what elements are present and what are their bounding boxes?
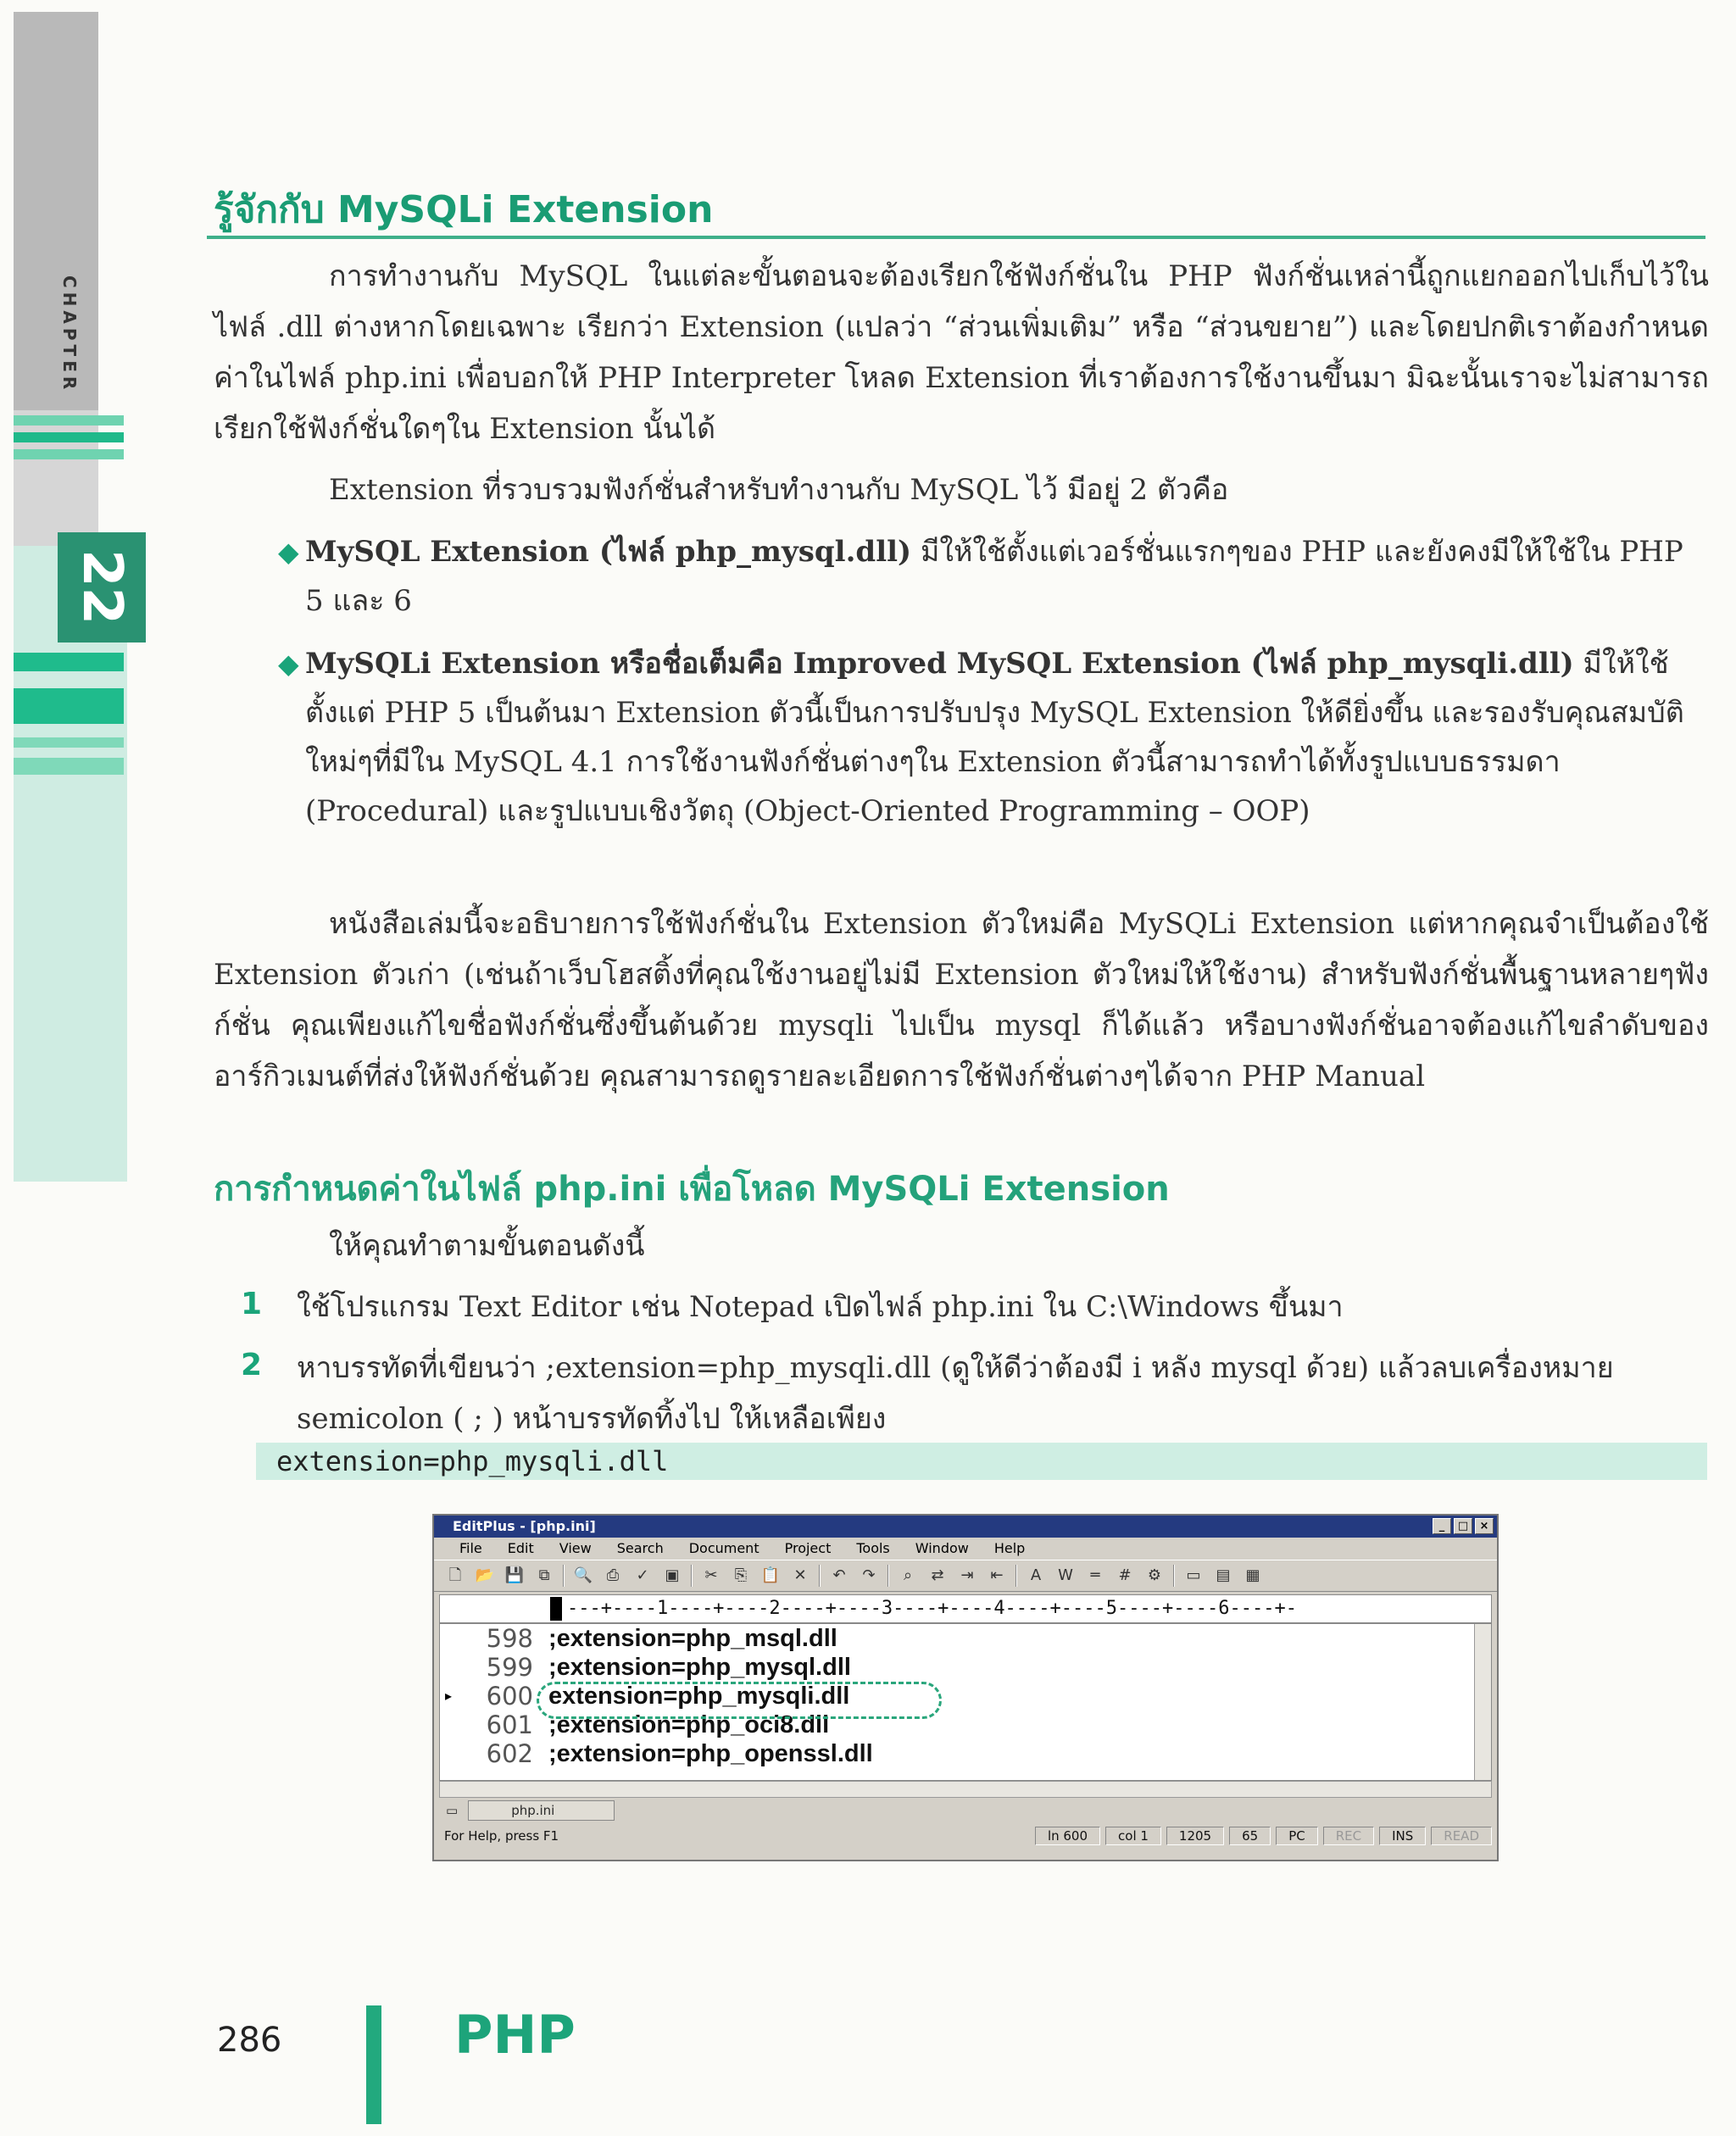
line-code: ;extension=php_oci8.dll <box>548 1711 830 1738</box>
chapter-label: CHAPTER <box>59 275 80 394</box>
bullet-icon: ◆ <box>278 648 299 680</box>
status-char-code: 65 <box>1229 1827 1271 1845</box>
goto-icon[interactable]: ⇥ <box>960 1566 974 1584</box>
line-number: 601 <box>486 1710 533 1739</box>
status-help: For Help, press F1 <box>444 1828 559 1844</box>
menu-project[interactable]: Project <box>784 1540 832 1556</box>
tab-label: php.ini <box>511 1803 555 1818</box>
step-text: ใช้โปรแกรม Text Editor เช่น Notepad เปิดไฟล์ php.ini ใน C:\Windows ขึ้นมา <box>297 1290 1344 1324</box>
status-read: READ <box>1431 1827 1492 1845</box>
chapter-bar <box>14 688 124 724</box>
chapter-bar <box>14 737 124 748</box>
preferences-icon[interactable]: ⚙ <box>1147 1566 1162 1584</box>
editplus-ruler <box>439 1594 1492 1623</box>
section-rule <box>207 236 1705 239</box>
highlight-annotation <box>537 1682 942 1719</box>
subsection-title: การกำหนดค่าในไฟล์ php.ini เพื่อโหลด MySQLi Extension <box>214 1170 1170 1209</box>
paragraph-3: หนังสือเล่มนี้จะอธิบายการใช้ฟังก์ชั่นใน Extension ตัวใหม่คือ MySQLi Extension แต่หากคุณจำเป็นต้องใช้ Extension ตัวเก่า (เช่นถ้าเว็บโฮสติ้งที่คุณใช้งานอยู่ไม่มี Extension ตัวใหม่ให้ใช้งาน) สำหรับฟังก์ชั่นพื้นฐานหลายๆฟังก์ชั่น คุณเพียงแก้ไขชื่อฟังก์ชั่นซึ่งขึ้นต้นด้วย mysqli ไปเป็น mysql ก็ได้แล้ว หรือบางฟังก์ชั่นอาจต้องแก้ไขลำดับของอาร์กิวเมนต์ที่ส่งให้ฟังก์ชั่นด้วย คุณสามารถดูรายละเอียดการใช้ฟังก์ชั่นต่างๆได้จาก PHP Manual <box>214 907 1709 1093</box>
output-icon[interactable]: ▦ <box>1245 1566 1260 1584</box>
directory-icon[interactable]: ▤ <box>1216 1566 1231 1584</box>
delete-icon[interactable]: ✕ <box>793 1566 807 1584</box>
status-line-count: 1205 <box>1166 1827 1224 1845</box>
tab-php-ini[interactable] <box>468 1800 615 1821</box>
bullet-text: มีให้ใช้ตั้งแต่ PHP 5 เป็นต้นมา Extension ตัวนี้เป็นการปรับปรุง MySQL Extension ให้ดียิ่งขึ้น และรองรับคุณสมบัติใหม่ๆที่มีใน MySQL 4.1 การใช้งานฟังก์ชั่นต่างๆใน Extension ตัวนี้สามารถทำได้ทั้งรูปแบบธรรมดา (Procedural) และรูปแบบเชิงวัตถุ (Object-Oriented Programming – OOP) <box>305 647 1684 828</box>
bullet-bold: MySQL Extension (ไฟล์ php_mysql.dll) <box>305 535 912 569</box>
bullet-mysql <box>278 527 1707 626</box>
step-number: 1 <box>241 1287 263 1321</box>
menu-document[interactable]: Document <box>688 1540 760 1556</box>
line-number: 598 <box>486 1624 533 1653</box>
redo-icon[interactable]: ↷ <box>862 1566 876 1584</box>
replace-icon[interactable]: ⇄ <box>931 1566 944 1584</box>
footer-divider <box>366 2005 381 2124</box>
bullet-text: มีให้ใช้ตั้งแต่เวอร์ชั่นแรกๆของ PHP และยังคงมีให้ใช้ใน PHP 5 และ 6 <box>305 535 1683 618</box>
line-code: ;extension=php_openssl.dll <box>548 1740 873 1767</box>
toolbar-separator <box>691 1565 693 1587</box>
chapter-bar <box>14 758 124 775</box>
paragraph-1: การทำงานกับ MySQL ในแต่ละขั้นตอนจะต้องเรียกใช้ฟังก์ชั่นใน PHP ฟังก์ชั่นเหล่านี้ถูกแยกออกไปเก็บไว้ในไฟล์ .dll ต่างหากโดยเฉพาะ เรียกว่า Extension (แปลว่า “ส่วนเพิ่มเติม” หรือ “ส่วนขยาย”) และโดยปกติเราต้องกำหนดค่าในไฟล์ php.ini เพื่อบอกให้ PHP Interpreter โหลด Extension ที่เราต้องการใช้งานขึ้นมา มิฉะนั้นเราจะไม่สามารถเรียกใช้ฟังก์ชั่นใดๆใน Extension นั้นได้ <box>214 259 1709 446</box>
menu-window[interactable]: Window <box>915 1540 969 1556</box>
page-number: 286 <box>217 2021 282 2060</box>
print-icon[interactable]: ⎙ <box>606 1566 620 1584</box>
section-title: รู้จักกับ MySQLi Extension <box>214 188 714 231</box>
maximize-icon[interactable]: □ <box>1454 1518 1472 1534</box>
folder-icon: ▭ <box>446 1803 459 1818</box>
menu-file[interactable]: File <box>459 1540 482 1556</box>
bullet-bold: MySQLi Extension หรือชื่อเต็มคือ Improved MySQL Extension (ไฟล์ php_mysqli.dll) <box>305 647 1574 681</box>
indent-icon[interactable]: ⇤ <box>990 1566 1004 1584</box>
bullet-mysqli <box>278 639 1707 836</box>
menu-search[interactable]: Search <box>616 1540 664 1556</box>
status-ins: INS <box>1379 1827 1426 1845</box>
steps-intro: ให้คุณทำตามขั้นตอนดังนี้ <box>329 1229 645 1263</box>
book-title: PHP <box>454 2004 576 2066</box>
editplus-screenshot <box>432 1514 1499 1861</box>
status-line: ln 600 <box>1035 1827 1100 1845</box>
editplus-toolbar <box>434 1560 1497 1592</box>
line-number: 600 <box>486 1682 533 1710</box>
window-controls <box>1433 1518 1494 1534</box>
editplus-menubar <box>434 1538 1497 1560</box>
ruler-cursor <box>550 1597 562 1621</box>
status-bar <box>434 1823 1497 1849</box>
document-tabs <box>434 1798 1497 1823</box>
line-code: ;extension=php_msql.dll <box>548 1625 837 1652</box>
menu-view[interactable]: View <box>559 1540 592 1556</box>
line-number: 602 <box>486 1739 533 1768</box>
editplus-titlebar <box>434 1516 1497 1538</box>
undo-icon[interactable]: ↶ <box>832 1566 846 1584</box>
chapter-stripe <box>14 415 124 426</box>
window-title: EditPlus - [php.ini] <box>453 1518 596 1534</box>
menu-help[interactable]: Help <box>993 1540 1026 1556</box>
editor-line <box>440 1624 1491 1653</box>
status-rec: REC <box>1323 1827 1374 1845</box>
chapter-tab-gray-light <box>14 410 98 546</box>
close-icon[interactable]: × <box>1475 1518 1494 1534</box>
paragraph-2: Extension ที่รวบรวมฟังก์ชั่นสำหรับทำงานกับ MySQL ไว้ มีอยู่ 2 ตัวคือ <box>329 473 1229 507</box>
line-number: 599 <box>486 1653 533 1682</box>
chapter-bar <box>14 653 124 671</box>
print-preview-icon[interactable]: 🔍 <box>573 1566 593 1584</box>
toolbar-separator <box>819 1565 821 1587</box>
step-number: 2 <box>241 1348 263 1382</box>
editor-line <box>440 1739 1491 1768</box>
line-code: extension=php_mysqli.dll <box>548 1683 850 1710</box>
spellcheck-icon[interactable]: ✓ <box>636 1566 649 1584</box>
ruler-icon[interactable]: ═ <box>1090 1566 1100 1584</box>
save-icon[interactable]: 💾 <box>504 1566 525 1584</box>
find-icon[interactable]: ⌕ <box>903 1566 913 1584</box>
cliptext-icon[interactable]: ▭ <box>1186 1566 1201 1584</box>
word-wrap-icon[interactable]: W <box>1058 1566 1073 1584</box>
step-text: หาบรรทัดที่เขียนว่า ;extension=php_mysqli.dll (ดูให้ดีว่าต้องมี i หลัง mysql ด้วย) แล้วลบเครื่องหมาย semicolon ( ; ) หน้าบรรทัดทิ้งไป ให้เหลือเพียง <box>297 1351 1614 1436</box>
chapter-stripe <box>14 449 124 459</box>
status-file-format: PC <box>1276 1827 1318 1845</box>
toolbar-separator <box>887 1565 889 1587</box>
chapter-number: 22 <box>70 549 133 626</box>
current-line-arrow-icon: ▸ <box>445 1688 453 1704</box>
save-all-icon[interactable]: ⧉ <box>538 1566 550 1584</box>
code-snippet: extension=php_mysqli.dll <box>256 1443 1707 1480</box>
new-file-icon[interactable]: 🗋 <box>448 1566 462 1584</box>
browser-icon[interactable]: ▣ <box>665 1566 680 1584</box>
horizontal-scrollbar[interactable] <box>439 1781 1492 1798</box>
menu-tools[interactable]: Tools <box>856 1540 890 1556</box>
cut-icon[interactable]: ✂ <box>704 1566 718 1584</box>
status-column: col 1 <box>1105 1827 1161 1845</box>
ruler-scale: ---+----1----+----2----+----3----+----4----+----5----+----6----+- <box>567 1598 1297 1619</box>
toolbar-separator <box>1173 1565 1175 1587</box>
line-code: ;extension=php_mysql.dll <box>548 1654 851 1681</box>
minimize-icon[interactable]: _ <box>1433 1518 1451 1534</box>
vertical-scrollbar[interactable] <box>1474 1624 1491 1780</box>
chapter-stripe <box>14 432 124 442</box>
chapter-number-box <box>58 532 146 642</box>
paste-icon[interactable]: 📋 <box>760 1566 781 1584</box>
open-icon[interactable]: 📂 <box>475 1566 495 1584</box>
menu-edit[interactable]: Edit <box>507 1540 534 1556</box>
editplus-editor[interactable] <box>439 1623 1492 1781</box>
bullet-icon: ◆ <box>278 536 299 568</box>
copy-icon[interactable]: ⎘ <box>734 1566 748 1584</box>
toolbar-separator <box>563 1565 565 1587</box>
line-number-icon[interactable]: # <box>1118 1566 1132 1584</box>
font-icon[interactable]: A <box>1030 1566 1042 1584</box>
editor-line <box>440 1653 1491 1682</box>
toolbar-separator <box>1015 1565 1017 1587</box>
